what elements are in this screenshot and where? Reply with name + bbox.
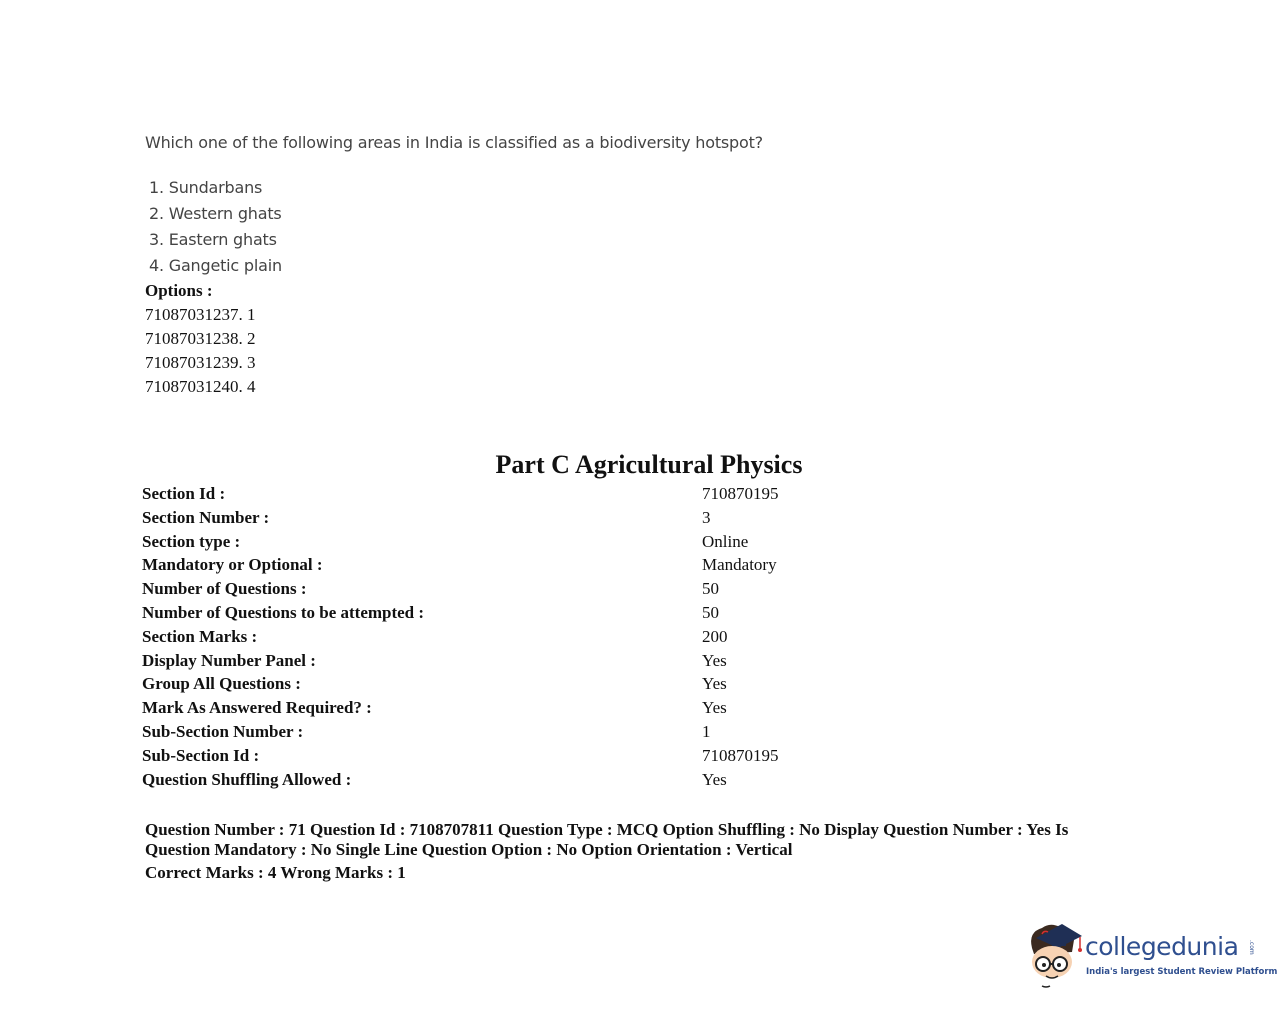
collegedunia-logo[interactable] (1022, 918, 1278, 990)
options-heading: Options : (145, 281, 213, 300)
row-label: Number of Questions to be attempted : (142, 602, 425, 622)
section-info-table (142, 484, 942, 793)
section-row (142, 698, 942, 722)
section-row (142, 674, 942, 698)
row-label: Section type : (142, 531, 241, 551)
mascot-icon (1022, 918, 1086, 990)
row-label: Section Marks : (142, 626, 258, 646)
row-label: Sub-Section Number : (142, 721, 304, 741)
section-row (142, 770, 942, 794)
row-label: Display Number Panel : (142, 650, 316, 670)
row-value: 710870195 (702, 484, 779, 503)
row-value: 1 (702, 721, 711, 741)
option-item: 71087031237. 1 (145, 305, 256, 324)
section-row (142, 555, 942, 579)
row-label: Section Id : (142, 484, 226, 503)
row-value: Yes (702, 650, 727, 670)
row-value: 710870195 (702, 745, 779, 765)
row-value: Yes (702, 769, 727, 789)
section-row (142, 579, 942, 603)
option-item: 71087031240. 4 (145, 377, 256, 396)
row-value: Yes (702, 698, 727, 718)
row-value: 50 (702, 579, 719, 599)
row-label: Section Number : (142, 507, 270, 527)
question-marks: Correct Marks : 4 Wrong Marks : 1 (145, 863, 406, 882)
section-title: Part C Agricultural Physics (495, 450, 803, 479)
choice-item: 4. Gangetic plain (149, 256, 282, 275)
section-row (142, 508, 942, 532)
row-label: Question Shuffling Allowed : (142, 769, 352, 789)
row-value: Mandatory (702, 555, 777, 575)
section-row (142, 746, 942, 770)
logo-domain-suffix: .com (1248, 940, 1255, 955)
option-item: 71087031239. 3 (145, 353, 256, 372)
option-item: 71087031238. 2 (145, 329, 256, 348)
row-value: 3 (702, 507, 711, 527)
section-row (142, 651, 942, 675)
logo-wordmark: collegedunia (1085, 932, 1239, 961)
section-row (142, 532, 942, 556)
row-label: Number of Questions : (142, 579, 307, 599)
row-label: Mandatory or Optional : (142, 555, 323, 575)
row-value: Yes (702, 674, 727, 694)
row-label: Group All Questions : (142, 674, 301, 694)
section-row (142, 603, 942, 627)
row-label: Sub-Section Id : (142, 745, 260, 765)
question-meta: Question Number : 71 Question Id : 7108707811 Question Type : MCQ Option Shuffling : No Display Question Number : Yes Is Question Mandatory : No Single Line Question Option : No Option Orientation : Vertical (145, 820, 1069, 859)
section-row (142, 722, 942, 746)
choice-item: 2. Western ghats (149, 204, 282, 223)
section-row (142, 484, 942, 508)
question-text: Which one of the following areas in India is classified as a biodiversity hotspot? (145, 133, 763, 152)
row-value: Online (702, 531, 749, 551)
question-choices (149, 177, 282, 281)
row-label: Mark As Answered Required? : (142, 698, 372, 718)
section-row (142, 627, 942, 651)
row-value: 200 (702, 626, 728, 646)
row-value: 50 (702, 602, 719, 622)
logo-tagline: India's largest Student Review Platform (1086, 967, 1278, 977)
choice-item: 3. Eastern ghats (149, 230, 277, 249)
options-list (145, 305, 256, 401)
choice-item: 1. Sundarbans (149, 178, 263, 197)
